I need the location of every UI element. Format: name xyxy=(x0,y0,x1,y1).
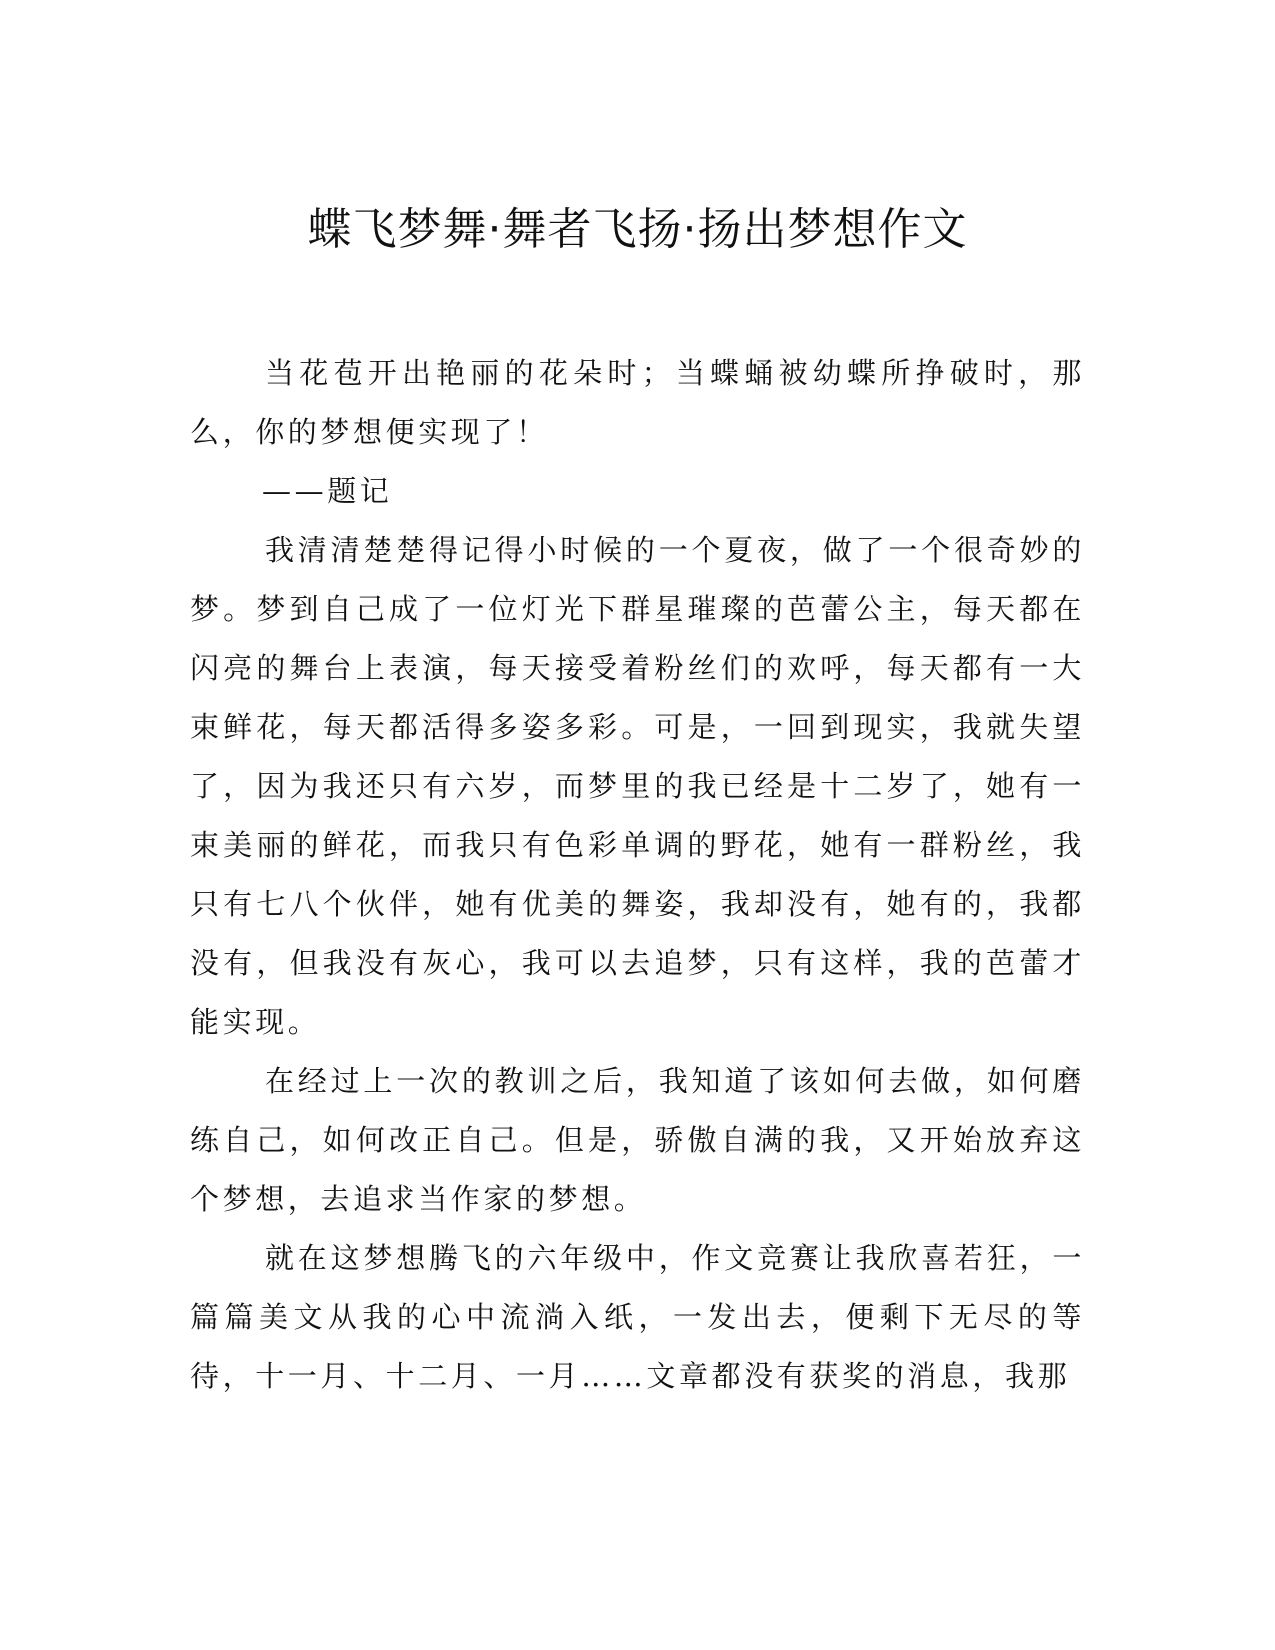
body-paragraph: 就在这梦想腾飞的六年级中，作文竞赛让我欣喜若狂，一篇篇美文从我的心中流淌入纸，一发出去，便剩下无尽的等待，十一月、十二月、一月……文章都没有获奖的消息，我那 xyxy=(190,1241,1085,1393)
epigraph-paragraph: 当花苞开出艳丽的花朵时；当蝶蛹被幼蝶所挣破时，那么，你的梦想便实现了！ xyxy=(190,356,1085,449)
document-title: 蝶飞梦舞·舞者飞扬·扬出梦想作文 xyxy=(307,204,968,255)
epigraph-signoff: ——题记 xyxy=(262,474,393,508)
body-paragraph: 我清清楚楚得记得小时候的一个夏夜，做了一个很奇妙的梦。梦到自己成了一位灯光下群星璀璨的芭蕾公主，每天都在闪亮的舞台上表演，每天接受着粉丝们的欢呼，每天都有一大束鲜花，每天都活得多姿多彩。可是，一回到现实，我就失望了，因为我还只有六岁，而梦里的我已经是十二岁了，她有一束美丽的鲜花，而我只有色彩单调的野花，她有一群粉丝，我只有七八个伙伴，她有优美的舞姿，我却没有，她有的，我都没有，但我没有灰心，我可以去追梦，只有这样，我的芭蕾才能实现。 xyxy=(190,533,1085,1039)
body-paragraph: 在经过上一次的教训之后，我知道了该如何去做，如何磨练自己，如何改正自己。但是，骄傲自满的我，又开始放弃这个梦想，去追求当作家的梦想。 xyxy=(190,1064,1085,1216)
document-body xyxy=(190,344,1085,1406)
